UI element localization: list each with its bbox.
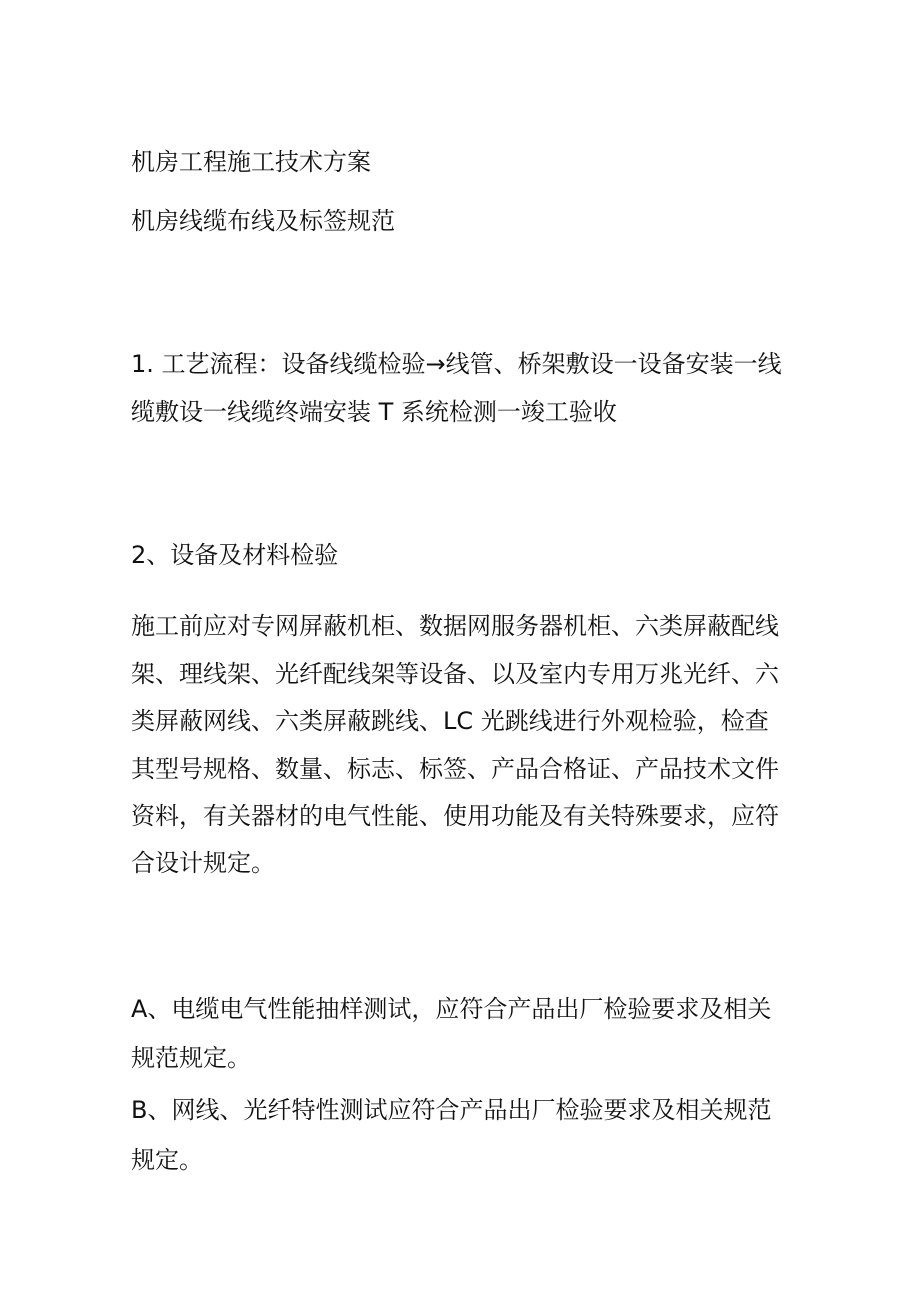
item-a-line-2: 规范规定。 bbox=[131, 1044, 251, 1072]
inspection-paragraph-line-1: 施工前应对专网屏蔽机柜、数据网服务器机柜、六类屏蔽配线 bbox=[131, 612, 779, 640]
document-title: 机房工程施工技术方案 bbox=[131, 148, 371, 176]
document-subtitle: 机房线缆布线及标签规范 bbox=[131, 207, 395, 235]
inspection-heading: 2、设备及材料检验 bbox=[131, 541, 339, 569]
inspection-paragraph-line-6: 合设计规定。 bbox=[131, 849, 275, 877]
inspection-paragraph-line-2: 架、理线架、光纤配线架等设备、以及室内专用万兆光纤、六 bbox=[131, 660, 779, 688]
inspection-paragraph-line-4: 其型号规格、数量、标志、标签、产品合格证、产品技术文件 bbox=[131, 755, 779, 783]
process-flow-line-1: 1. 工艺流程：设备线缆检验→线管、桥架敷设一设备安装一线 bbox=[131, 350, 782, 378]
item-b-line-1: B、网线、光纤特性测试应符合产品出厂检验要求及相关规范 bbox=[131, 1096, 772, 1124]
item-b-line-2: 规定。 bbox=[131, 1146, 203, 1174]
inspection-paragraph-line-3: 类屏蔽网线、六类屏蔽跳线、LC 光跳线进行外观检验，检查 bbox=[131, 707, 769, 735]
item-a-line-1: A、电缆电气性能抽样测试，应符合产品出厂检验要求及相关 bbox=[131, 995, 772, 1023]
process-flow-line-2: 缆敷设一线缆终端安装 T 系统检测一竣工验收 bbox=[131, 398, 617, 426]
inspection-paragraph-line-5: 资料，有关器材的电气性能、使用功能及有关特殊要求，应符 bbox=[131, 802, 779, 830]
